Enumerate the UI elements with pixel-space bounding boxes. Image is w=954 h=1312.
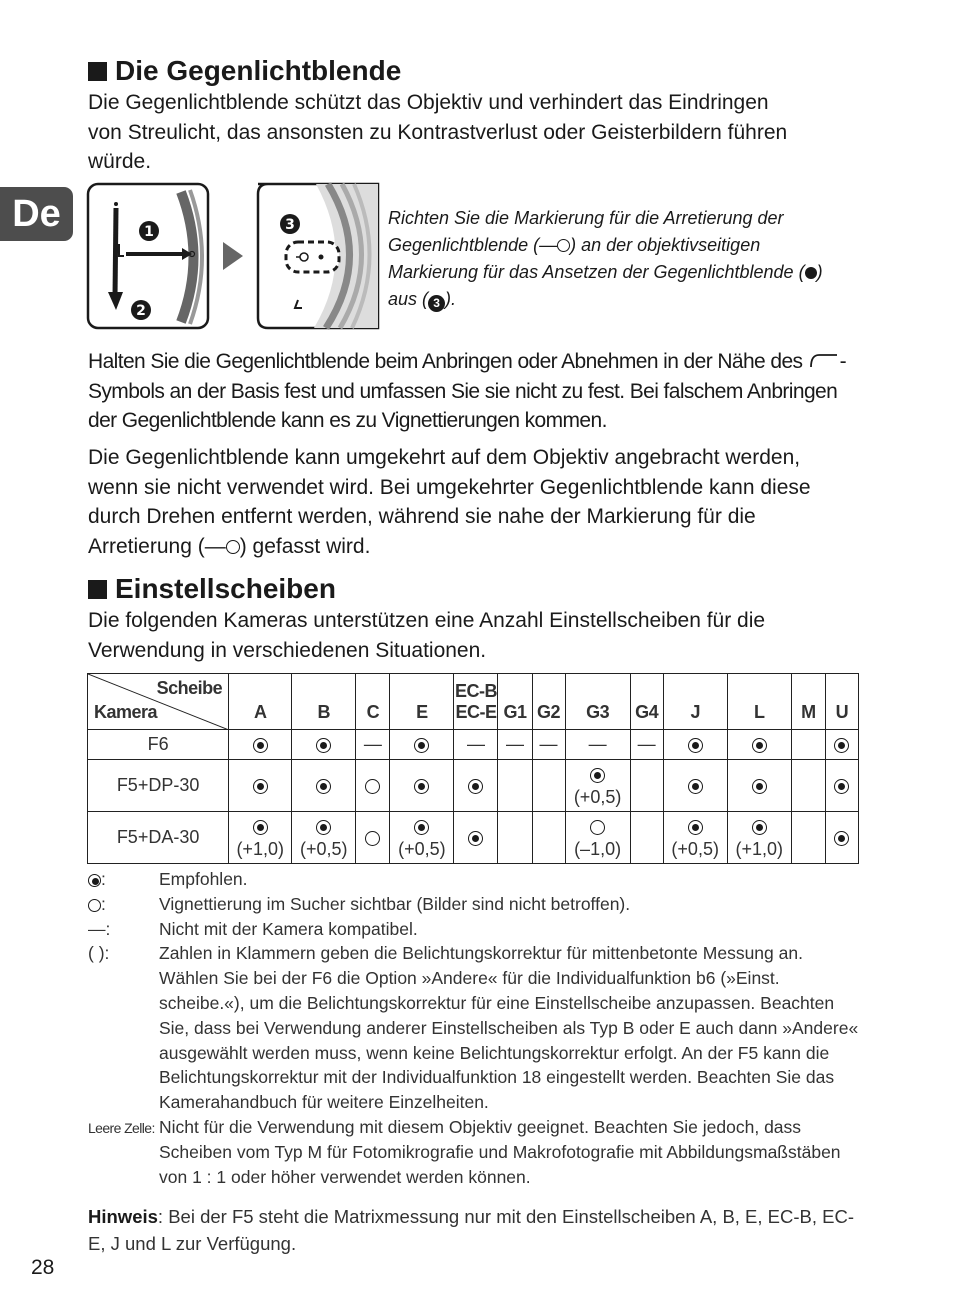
recommended-icon	[688, 820, 703, 835]
corner-label-camera: Kamera	[94, 702, 158, 722]
exposure-compensation: (+0,5)	[398, 838, 446, 859]
legend-item	[88, 1115, 860, 1189]
recommended-icon	[834, 779, 849, 794]
step-1-label: 1	[144, 224, 154, 240]
table-row	[88, 760, 859, 812]
recommended-icon	[834, 831, 849, 846]
table-cell: —	[565, 730, 630, 760]
figure-panel-left	[88, 184, 208, 328]
section-bullet-icon	[88, 62, 107, 81]
column-header: M	[791, 674, 825, 730]
table-cell	[532, 812, 565, 864]
recommended-icon	[688, 779, 703, 794]
table-cell: —	[630, 730, 663, 760]
exposure-compensation: (+0,5)	[573, 786, 622, 807]
vignetting-icon	[88, 899, 101, 912]
recommended-icon	[316, 779, 331, 794]
legend-key: —:	[88, 918, 111, 939]
step-3-label: 3	[285, 217, 295, 233]
section-bullet-icon	[88, 580, 107, 599]
camera-cell: F6	[88, 730, 229, 760]
recommended-icon	[752, 820, 767, 835]
figure-panel-right	[258, 184, 378, 328]
recommended-icon	[253, 779, 268, 794]
hood-symbol-icon	[809, 353, 839, 369]
column-header: E	[390, 674, 454, 730]
camera-cell: F5+DA-30	[88, 812, 229, 864]
recommended-icon	[752, 779, 767, 794]
table-cell	[498, 812, 532, 864]
column-header: G4	[630, 674, 663, 730]
table-cell	[663, 812, 727, 864]
column-header: B	[292, 674, 356, 730]
table-cell	[532, 760, 565, 812]
table-cell	[565, 812, 630, 864]
table-cell	[454, 812, 498, 864]
table-cell	[356, 812, 390, 864]
column-header: A	[229, 674, 292, 730]
legend-key: :	[88, 867, 159, 892]
recommended-icon	[414, 738, 429, 753]
table-cell	[229, 730, 292, 760]
table-cell: —	[532, 730, 565, 760]
recommended-icon	[752, 738, 767, 753]
lens-hood-figure	[86, 182, 386, 332]
legend-text: Nicht für die Verwendung mit diesem Objektiv geeignet. Beachten Sie jedoch, dass Scheiben vom Typ M für Fotomikrografie und Makrofotografie mit Abbildungsmaßstäben von 1 : 1 oder höher verwendet werden können.	[159, 1116, 841, 1187]
table-cell	[292, 760, 356, 812]
table-row	[88, 812, 859, 864]
legend-key: ( ):	[88, 943, 110, 964]
column-header: U	[825, 674, 858, 730]
legend-item	[88, 867, 860, 892]
table-cell	[356, 760, 390, 812]
note-label: Hinweis	[88, 1206, 158, 1227]
table-cell	[727, 730, 791, 760]
recommended-icon	[468, 831, 483, 846]
recommended-icon	[414, 779, 429, 794]
table-cell	[630, 812, 663, 864]
recommended-icon	[253, 738, 268, 753]
table-cell	[229, 760, 292, 812]
table-cell	[630, 760, 663, 812]
mount-mark-icon	[805, 267, 817, 279]
table-cell	[390, 760, 454, 812]
table-cell	[390, 812, 454, 864]
table-row	[88, 730, 859, 760]
vignetting-icon	[365, 831, 380, 846]
column-header: L	[727, 674, 791, 730]
recommended-icon	[468, 779, 483, 794]
table-cell: —	[498, 730, 532, 760]
table-cell: —	[454, 730, 498, 760]
page-number: 28	[31, 1256, 55, 1279]
lens-hood-reverse-paragraph: Die Gegenlichtblende kann umgekehrt auf dem Objektiv angebracht werden, wenn sie nicht verwendet wird. Bei umgekehrter Gegenlichtblende kann diese durch Drehen entfernt werden, während sie nahe der Markierung für die Arretierung (— ) gefasst wird.	[88, 446, 811, 558]
arrow-right-icon	[223, 242, 243, 270]
recommended-icon	[414, 820, 429, 835]
legend-item	[88, 892, 860, 917]
section-title-focusing-screens	[88, 572, 336, 606]
table-legend	[88, 867, 860, 1189]
table-cell: —	[356, 730, 390, 760]
table-cell	[565, 760, 630, 812]
table-cell	[825, 730, 858, 760]
table-cell	[229, 812, 292, 864]
lens-hood-handling-paragraph: Halten Sie die Gegenlichtblende beim Anbringen oder Abnehmen in der Nähe des -Symbols an der Basis fest und umfassen Sie sie nicht zu fest. Bei falschem Anbringen der Gegenlichtblende kann es zu Vignettierungen kommen.	[88, 350, 847, 432]
table-cell	[825, 760, 858, 812]
vignetting-icon	[365, 779, 380, 794]
exposure-compensation: (+0,5)	[300, 838, 348, 859]
step-3-ref: 3	[428, 295, 445, 312]
column-header: J	[663, 674, 727, 730]
legend-text: Empfohlen.	[159, 869, 248, 889]
language-tab: De	[0, 187, 73, 241]
column-header: C	[356, 674, 390, 730]
table-cell	[292, 730, 356, 760]
table-cell	[791, 730, 825, 760]
table-cell	[791, 812, 825, 864]
figure-caption: Richten Sie die Markierung für die Arretierung der Gegenlichtblende (— ) an der objektivseitigen Markierung für das Ansetzen der Gegenlichtblende ( ) aus ( 3 ).	[388, 208, 823, 310]
legend-item	[88, 941, 860, 1115]
camera-cell: F5+DP-30	[88, 760, 229, 812]
recommended-icon	[88, 874, 101, 887]
section-title-text: Die Gegenlichtblende	[115, 55, 402, 86]
table-cell	[727, 812, 791, 864]
focusing-screen-table	[87, 673, 859, 864]
legend-key: :	[88, 892, 159, 917]
column-header: G3	[565, 674, 630, 730]
exposure-compensation: (–1,0)	[574, 838, 622, 859]
corner-label-screen: Scheibe	[156, 678, 223, 698]
table-cell	[292, 812, 356, 864]
recommended-icon	[688, 738, 703, 753]
table-cell	[825, 812, 858, 864]
legend-text: Zahlen in Klammern geben die Belichtungskorrektur für mittenbetonte Messung an. Wählen Sie bei der F6 die Option »Andere« für die Individualfunktion b6 (»Einst. scheibe.«), um die Belichtungskorrektur für eine Einstellscheibe anzupassen. Beachten Sie, dass bei Verwendung anderer Einstellscheiben als Typ B oder E auch dann »Andere« ausgewählt werden muss, wenn keine Belichtungskorrektur erfolgt. An der F5 kann die Belichtungskorrektur mit der Individualfunktion 18 eingestellt werden. Beachten Sie das Kamerahandbuch für weitere Einzelheiten.	[159, 943, 859, 1113]
recommended-icon	[253, 820, 268, 835]
exposure-compensation: (+0,5)	[671, 838, 719, 859]
table-cell	[454, 760, 498, 812]
exposure-compensation: (+1,0)	[236, 838, 284, 859]
table-cell	[390, 730, 454, 760]
vignetting-icon	[590, 820, 605, 835]
table-cell	[791, 760, 825, 812]
recommended-icon	[316, 820, 331, 835]
note-paragraph: Hinweis: Bei der F5 steht die Matrixmessung nur mit den Einstellscheiben A, B, E, EC-B, EC-E, J und L zur Verfügung.	[88, 1206, 855, 1254]
column-header: G2	[532, 674, 565, 730]
exposure-compensation: (+1,0)	[735, 838, 784, 859]
table-cell	[727, 760, 791, 812]
legend-text: Nicht mit der Kamera kompatibel.	[159, 918, 418, 939]
table-cell	[663, 760, 727, 812]
table-cell	[498, 760, 532, 812]
table-cell	[663, 730, 727, 760]
lock-mark-icon	[226, 540, 240, 554]
section-title-lens-hood	[88, 54, 401, 88]
recommended-icon	[590, 768, 605, 783]
lock-mark-icon	[557, 239, 570, 252]
legend-text: Vignettierung im Sucher sichtbar (Bilder sind nicht betroffen).	[159, 893, 631, 914]
column-header: EC-B EC-E	[454, 674, 498, 730]
legend-key: Leere Zelle:	[88, 1119, 155, 1136]
recommended-icon	[316, 738, 331, 753]
column-header: G1	[498, 674, 532, 730]
section-title-text: Einstellscheiben	[115, 573, 336, 604]
legend-item	[88, 917, 860, 942]
recommended-icon	[834, 738, 849, 753]
lens-hood-intro: Die Gegenlichtblende schützt das Objektiv und verhindert das Eindringen von Streulicht, das ansonsten zu Kontrastverlust oder Geisterbildern führen würde.	[88, 91, 788, 173]
focusing-screens-intro: Die folgenden Kameras unterstützen eine Anzahl Einstellscheiben für die Verwendung in verschiedenen Situationen.	[88, 609, 766, 662]
step-2-label: 2	[136, 303, 146, 319]
table-corner-header	[88, 674, 229, 730]
